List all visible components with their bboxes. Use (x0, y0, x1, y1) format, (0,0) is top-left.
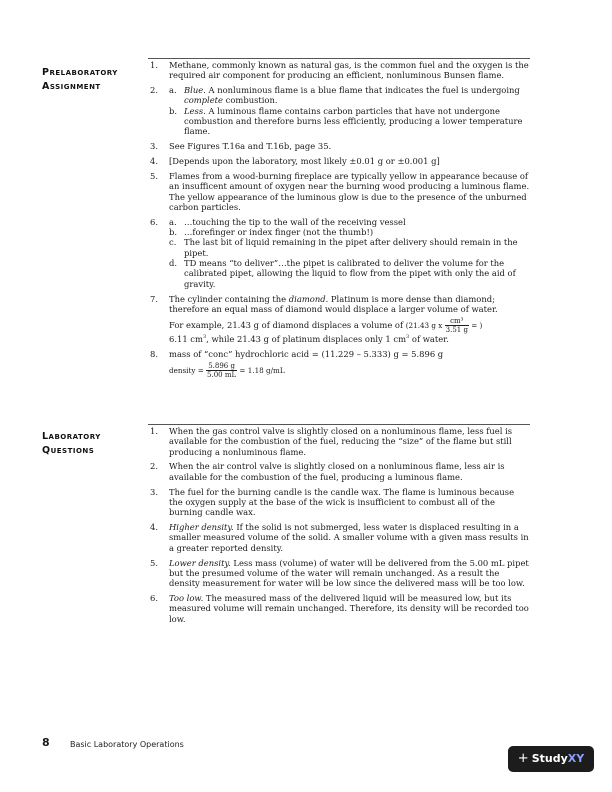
prelab-item-2: 2. a. Blue. A nonluminous flame is a blue flame that indicates the fuel is undergoing complete combustion. b. Less. A luminous flame contains carbon particles that have not undergone combustion and therefore burns less efficiently, producing a lower temperature flame. (150, 85, 523, 137)
running-footer: Basic Laboratory Operations (70, 740, 184, 749)
fraction: $\frac{5.896 g}{5.00 mL}$ (207, 362, 237, 380)
prelab-rule (148, 58, 530, 59)
studyxy-logo: + StudyXY (508, 746, 594, 772)
labq-item-6: 6. Too low. The measured mass of the delivered liquid will be measured low, but its measured volume will remain unchanged. Therefore, its density will be recorded too low. (150, 593, 529, 624)
labq-item-1: 1. When the gas control valve is slightly closed on a nonluminous flame, less fuel is available for the combustion of the fuel, reducing the “size” of the flame but still producing a nonluminous flame. (150, 426, 513, 457)
labq-heading: Laboratory Questions (42, 431, 101, 456)
page-number: 8 (42, 736, 50, 749)
prelab-item-5: 5. Flames from a wood-burning fireplace are typically yellow in appearance because of an insufficent amount of oxygen near the burning wood producing a luminous flame. The yellow appearance of the luminous glow is due to the presence of the unburned carbon particles. (150, 171, 530, 212)
fraction: $\frac{\text{cm³}}{3.51 g}$ (445, 317, 468, 335)
labq-rule (148, 424, 530, 425)
prelab-item-7: 7. The cylinder containing the diamond. Platinum is more dense than diamond; therefore an equal mass of diamond would displace a larger volume of water. For example, 21.43 g of diamond displaces a volume of (21.43 g x $\frac{\text{cm³}}{3.51 g}$ = ) 6.11 $cm^3$, while 21.43 g of platinum displaces only 1 $cm^3$ of water. (150, 294, 530, 345)
prelab-answers (150, 60, 530, 384)
prelab-item-3: 3. See Figures T.16a and T.16b, page 35. (150, 141, 332, 152)
labq-item-3: 3. The fuel for the burning candle is the candle wax. The flame is luminous because the oxygen supply at the base of the wick is insufficient to combust all of the burning candle wax. (150, 486, 515, 518)
prelab-item-8: 8. mass of “conc” hydrochloric acid = (11.229 – 5.333) g = 5.896 g density = $\frac{5.896 g}{5.00 mL}$ = 1.18 g/mL (150, 349, 530, 379)
labq-item-2: 2. When the air control valve is slightly closed on a nonluminous flame, less air is available for the combustion of the fuel, producing a luminous flame. (150, 461, 505, 482)
prelab-item-4: 4. [Depends upon the laboratory, most likely ±0.01 g or ±0.001 g] (150, 156, 440, 167)
labq-item-5: 5. Lower density. Less mass (volume) of water will be delivered from the 5.00 mL pipet but the presumed volume of the water will remain unchanged. As a result the density measurement for water will be low since the delivered mass will be too low. (150, 557, 529, 589)
plus-icon: + (517, 751, 529, 766)
labq-item-4: 4. Higher density. If the solid is not submerged, less water is displaced resulting in a smaller measured volume of the solid. A smaller volume with a given mass results in a greater reported density. (150, 522, 529, 553)
labq-answers (150, 426, 530, 629)
prelab-item-6: 6. a. …touching the tip to the wall of the receiving vessel b. …forefinger or index finger (not the thumb!) c. The last bit of liquid remaining in the pipet after delivery should remain in the pipet. d. TD means “to deliver”…the pipet is calibrated to deliver the volume for the calibrated pipet, allowing the liquid to flow from the pipet with only the aid of gravity. (150, 216, 518, 289)
prelab-heading: Prelaboratory Assignment (42, 67, 118, 92)
prelab-item-1: 1. Methane, commonly known as natural gas, is the common fuel and the oxygen is the required air component for producing an efficient, nonluminous Bunsen flame. (150, 60, 529, 81)
density-equation: density = $\frac{5.896 g}{5.00 mL}$ = 1.18 g/mL (169, 362, 285, 380)
density-example: For example, 21.43 g of diamond displaces a volume of (21.43 g x $\frac{\text{cm³}}{3.51 g}$ = ) (169, 317, 483, 335)
